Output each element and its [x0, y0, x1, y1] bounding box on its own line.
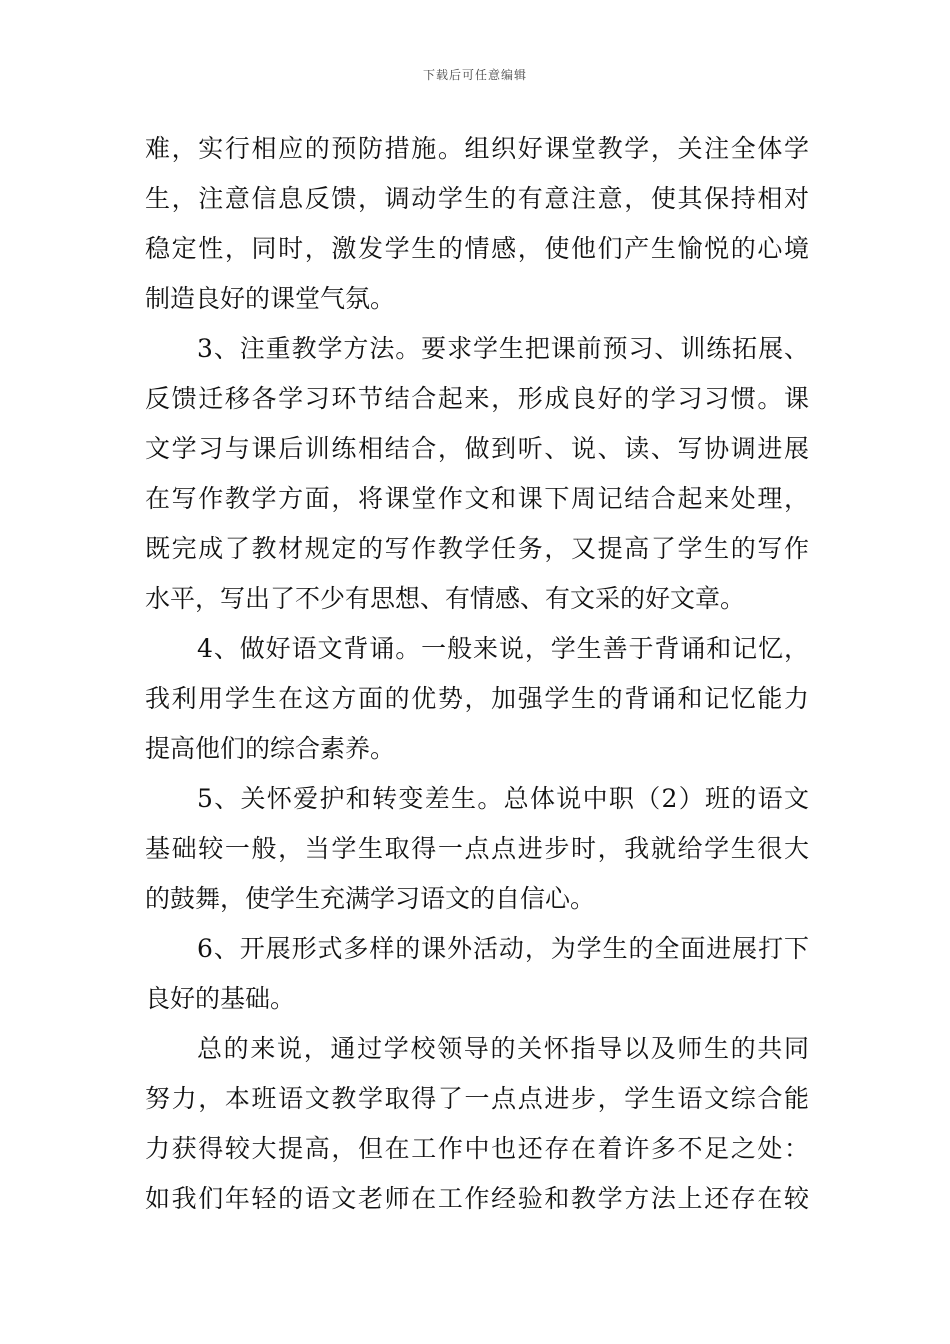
text-line: 力获得较大提高，但在工作中也还存在着许多不足之处：	[145, 1134, 809, 1163]
paragraph-3-start: 3、注重教学方法。要求学生把课前预习、训练拓展、	[197, 334, 809, 363]
page-header: 下载后可任意编辑	[422, 68, 527, 82]
text-line: 生，注意信息反馈，调动学生的有意注意，使其保持相对	[145, 184, 809, 213]
text-line: 如我们年轻的语文老师在工作经验和教学方法上还存在较	[145, 1184, 809, 1213]
text-line: 文学习与课后训练相结合，做到听、说、读、写协调进展	[145, 434, 809, 463]
text-line: 在写作教学方面，将课堂作文和课下周记结合起来处理，	[145, 484, 809, 513]
paragraph-4-start: 4、做好语文背诵。一般来说，学生善于背诵和记忆，	[197, 634, 809, 663]
text-line: 基础较一般，当学生取得一点点进步时，我就给学生很大	[145, 834, 809, 863]
text-line: 提高他们的综合素养。	[145, 734, 396, 763]
text-line: 水平，写出了不少有思想、有情感、有文采的好文章。	[145, 584, 746, 613]
summary-paragraph-start: 总的来说，通过学校领导的关怀指导以及师生的共同	[197, 1034, 809, 1063]
text-line: 良好的基础。	[145, 984, 296, 1013]
text-line: 我利用学生在这方面的优势，加强学生的背诵和记忆能力	[145, 684, 809, 713]
paragraph-6-start: 6、开展形式多样的课外活动，为学生的全面进展打下	[197, 934, 809, 963]
text-line: 既完成了教材规定的写作教学任务，又提高了学生的写作	[145, 534, 809, 563]
text-line: 难，实行相应的预防措施。组织好课堂教学，关注全体学	[145, 134, 809, 163]
text-line: 稳定性，同时，激发学生的情感，使他们产生愉悦的心境	[145, 234, 809, 263]
paragraph-5-start: 5、关怀爱护和转变差生。总体说中职（2）班的语文	[197, 784, 809, 813]
text-line: 的鼓舞，使学生充满学习语文的自信心。	[145, 884, 596, 913]
text-line: 努力，本班语文教学取得了一点点进步，学生语文综合能	[145, 1084, 809, 1113]
document-body	[145, 124, 809, 1224]
text-line: 反馈迁移各学习环节结合起来，形成良好的学习习惯。课	[145, 384, 809, 413]
text-line: 制造良好的课堂气氛。	[145, 284, 396, 313]
